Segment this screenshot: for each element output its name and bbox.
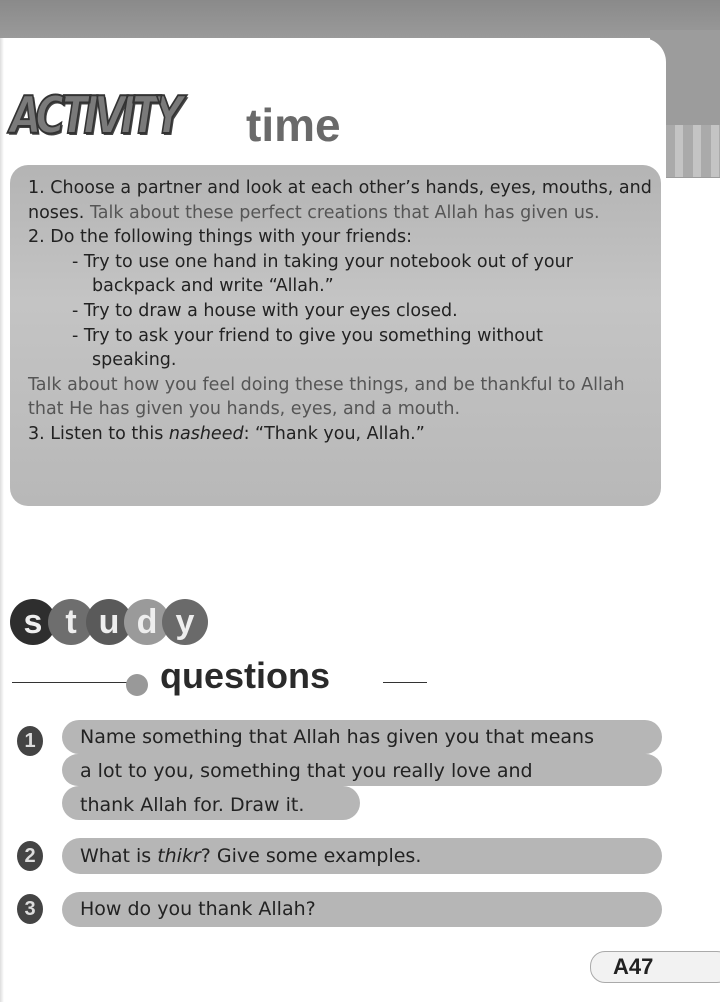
page-edge xyxy=(0,38,4,1002)
study-letter: s xyxy=(10,599,56,645)
divider-line xyxy=(12,682,128,683)
activity-item-3 xyxy=(28,422,658,447)
question-1-line: Name something that Allah has given you that means xyxy=(80,726,594,748)
item-3-text: 3. Listen to this xyxy=(28,423,169,444)
question-3: How do you thank Allah? xyxy=(80,898,316,920)
question-number: 2 xyxy=(17,841,43,871)
question-2 xyxy=(80,839,421,873)
activity-logo: ACTIVITY xyxy=(10,86,179,146)
top-band xyxy=(0,0,720,38)
study-letter: t xyxy=(48,599,94,645)
right-margin-stripes xyxy=(665,125,720,177)
study-logo xyxy=(10,599,200,645)
q2-text: What is xyxy=(80,845,158,867)
page-number-tab xyxy=(590,951,720,983)
divider-line xyxy=(383,682,427,683)
activity-text xyxy=(28,176,658,447)
q2-text-end: ? Give some examples. xyxy=(200,845,422,867)
q2-term: thikr xyxy=(157,845,201,867)
question-number: 1 xyxy=(17,726,43,756)
page-lower-right xyxy=(666,178,720,1002)
activity-bullet-1: - Try to use one hand in taking your notebook out of your xyxy=(72,251,573,272)
page-number: A47 xyxy=(613,954,654,979)
question-1-line: a lot to you, something that you really love and xyxy=(80,760,533,782)
activity-title: time xyxy=(246,99,341,151)
activity-bullet-1-cont: backpack and write “Allah.” xyxy=(92,276,334,297)
activity-bullet-3-cont: speaking. xyxy=(92,350,177,371)
question-1 xyxy=(80,720,594,822)
study-letter: y xyxy=(162,599,208,645)
questions-heading: questions xyxy=(160,655,331,696)
activity-talk: Talk about how you feel doing these things, and be thankful to Allah that He has given you hands, eyes, and a mouth. xyxy=(28,374,625,420)
study-letter: d xyxy=(124,599,170,645)
question-number: 3 xyxy=(17,894,43,924)
item-3-title: : “Thank you, Allah.” xyxy=(243,423,425,444)
study-letter: u xyxy=(86,599,132,645)
activity-bullet-2: - Try to draw a house with your eyes closed. xyxy=(72,300,458,321)
bullet-dot xyxy=(126,674,148,696)
activity-item-1-talk: Talk about these perfect creations that Allah has given us. xyxy=(89,202,600,223)
activity-bullet-3: - Try to ask your friend to give you something without xyxy=(72,325,543,346)
activity-item-1: 1. Choose a partner and look at each other’s hands, eyes, mouths, and noses. xyxy=(28,178,652,223)
item-3-nasheed: nasheed xyxy=(168,423,244,444)
question-1-line: thank Allah for. Draw it. xyxy=(80,794,305,816)
activity-item-2: 2. Do the following things with your friends: xyxy=(28,227,413,248)
